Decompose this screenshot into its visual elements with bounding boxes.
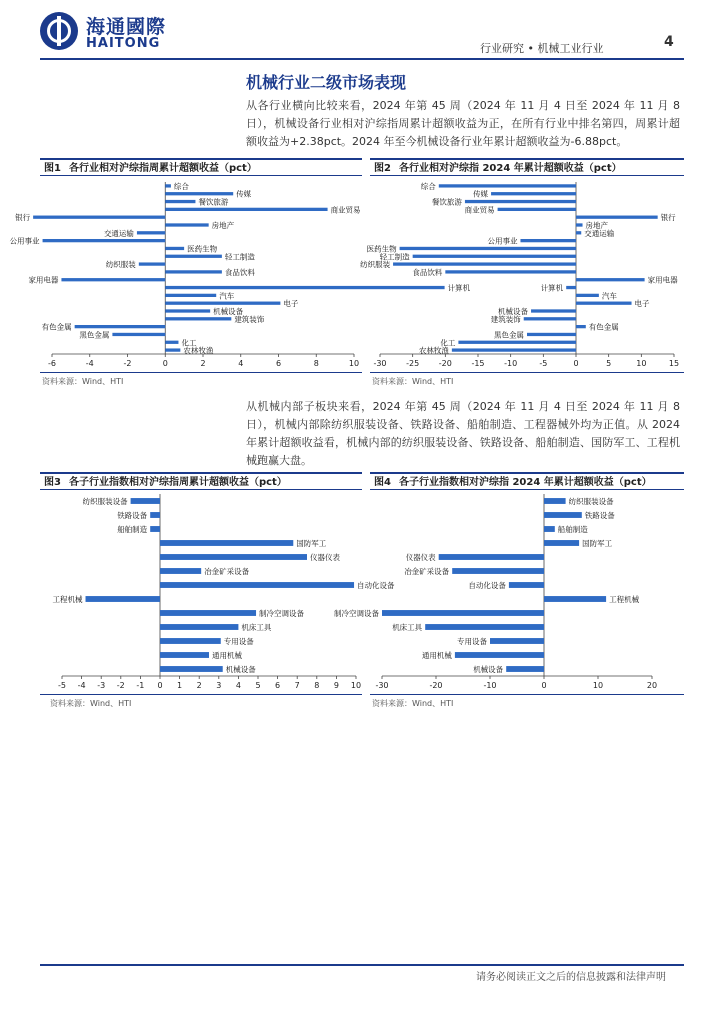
x-tick-label: -3 xyxy=(97,681,106,690)
figure-2-title: 各行业相对沪综指 2024 年累计超额收益（pct） xyxy=(398,163,622,174)
figure-1-title: 各行业相对沪综指周累计超额收益（pct） xyxy=(68,163,257,174)
bar-商业贸易 xyxy=(498,208,576,211)
category-label: 专用设备 xyxy=(457,637,487,646)
x-tick-label: 0 xyxy=(541,681,547,690)
x-tick-label: -10 xyxy=(483,681,497,690)
bar-通用机械 xyxy=(160,652,209,658)
category-label: 船舶制造 xyxy=(557,525,588,534)
x-tick-label: -10 xyxy=(504,359,518,368)
figure-3-header xyxy=(40,472,362,490)
x-tick-label: -15 xyxy=(471,359,485,368)
logo-mark-icon xyxy=(40,12,78,50)
bar-农林牧渔 xyxy=(165,348,180,351)
category-label: 工程机械 xyxy=(609,595,640,604)
category-label: 国防军工 xyxy=(296,539,327,548)
bar-纺织服装设备 xyxy=(131,498,160,504)
x-tick-label: 0 xyxy=(162,359,168,368)
bar-房地产 xyxy=(576,223,583,226)
bar-轻工制造 xyxy=(165,255,222,258)
category-label: 商业贸易 xyxy=(464,205,495,215)
figure-2-chart xyxy=(360,176,684,372)
category-label: 工程机械 xyxy=(52,595,83,604)
bar-工程机械 xyxy=(544,596,606,602)
category-label: 传媒 xyxy=(236,189,252,199)
bar-银行 xyxy=(33,216,165,219)
category-label: 机床工具 xyxy=(392,623,423,632)
x-tick-label: -5 xyxy=(58,681,66,690)
category-label: 冶金矿采设备 xyxy=(204,567,250,576)
bar-专用设备 xyxy=(160,638,221,644)
category-label: 农林牧渔 xyxy=(183,346,214,356)
category-label: 传媒 xyxy=(473,189,489,199)
logo-chinese-name: 海通國際 xyxy=(86,16,167,38)
x-tick-label: 5 xyxy=(255,681,261,690)
x-tick-label: 1 xyxy=(177,681,183,690)
category-label: 家用电器 xyxy=(647,275,678,285)
bar-黑色金属 xyxy=(112,333,165,336)
category-label: 计算机 xyxy=(447,283,471,293)
category-label: 计算机 xyxy=(540,283,564,293)
x-tick-label: 20 xyxy=(646,681,658,690)
footer-divider xyxy=(40,964,684,966)
bar-房地产 xyxy=(165,223,208,226)
bar-机械设备 xyxy=(506,666,544,672)
category-label: 医药生物 xyxy=(187,244,218,254)
bar-公用事业 xyxy=(43,239,166,242)
category-label: 交通运输 xyxy=(584,228,615,238)
bar-制冷空调设备 xyxy=(382,610,544,616)
bar-食品饮料 xyxy=(445,270,576,273)
x-tick-label: -4 xyxy=(85,359,94,368)
category-label: 纺织服装设备 xyxy=(568,497,614,506)
category-label: 通用机械 xyxy=(212,651,242,660)
x-tick-label: 0 xyxy=(157,681,163,690)
category-label: 机械设备 xyxy=(225,665,256,674)
bar-国防军工 xyxy=(160,540,293,546)
category-label: 房地产 xyxy=(211,221,235,230)
section-title: 机械行业二级市场表现 xyxy=(246,73,407,92)
category-label: 国防军工 xyxy=(582,539,613,548)
bar-冶金矿采设备 xyxy=(160,568,201,574)
bar-化工 xyxy=(165,341,178,344)
bar-有色金属 xyxy=(576,325,586,328)
bar-交通运输 xyxy=(137,231,165,234)
category-label: 交通运输 xyxy=(103,228,134,238)
figure-3-bottom-rule xyxy=(40,694,362,695)
x-tick-label: 2 xyxy=(196,681,202,690)
category-label: 仪器仪表 xyxy=(310,553,340,562)
x-tick-label: 0 xyxy=(573,359,579,368)
category-label: 制冷空调设备 xyxy=(334,609,379,618)
category-label: 综合 xyxy=(173,181,189,191)
x-tick-label: 9 xyxy=(333,681,339,690)
x-tick-label: -2 xyxy=(123,359,132,368)
paragraph-industry-comparison: 从各行业横向比较来看，2024 年第 45 周（2024 年 11 月 4 日至 2024 年 11 月 8 日），机械设备行业相对沪综指周累计超额收益为正，在所有行业中排名第四，周累计超额收益为+2.38pct。2024 年至今机械设备行业年累计超额收益为-6.88pct。 xyxy=(246,99,680,148)
category-label: 食品饮料 xyxy=(412,267,443,277)
bar-纺织服装 xyxy=(393,262,576,265)
bar-自动化设备 xyxy=(509,582,544,588)
bar-汽车 xyxy=(165,294,216,297)
bar-黑色金属 xyxy=(527,333,576,336)
category-label: 电子 xyxy=(634,299,650,309)
category-label: 电子 xyxy=(283,299,299,309)
figure-2-bottom-rule xyxy=(370,372,684,373)
figure-1-source: 资料来源：Wind、HTI xyxy=(42,377,124,386)
bar-医药生物 xyxy=(400,247,576,250)
x-tick-label: 2 xyxy=(200,359,206,368)
figure-4-title: 各子行业指数相对沪综指 2024 年累计超额收益（pct） xyxy=(398,477,652,488)
category-label: 商业贸易 xyxy=(330,205,361,215)
bar-机械设备 xyxy=(160,666,223,672)
category-label: 综合 xyxy=(420,181,436,191)
category-label: 农林牧渔 xyxy=(418,346,449,356)
category-label: 铁路设备 xyxy=(584,511,615,520)
bar-电子 xyxy=(576,302,632,305)
category-label: 自动化设备 xyxy=(468,581,506,590)
x-tick-label: -4 xyxy=(77,681,86,690)
bar-计算机 xyxy=(566,286,576,289)
category-label: 建筑装饰 xyxy=(234,314,265,324)
figure-3-source: 资料来源：Wind、HTI xyxy=(50,699,132,708)
category-label: 制冷空调设备 xyxy=(259,609,305,618)
x-tick-label: -5 xyxy=(539,359,548,368)
category-label: 船舶制造 xyxy=(117,525,148,534)
category-label: 汽车 xyxy=(219,291,235,301)
category-label: 机械设备 xyxy=(473,665,504,674)
x-tick-label: -30 xyxy=(375,681,389,690)
category-label: 铁路设备 xyxy=(117,511,148,520)
bar-电子 xyxy=(165,302,280,305)
bar-建筑装饰 xyxy=(524,317,576,320)
bar-通用机械 xyxy=(455,652,544,658)
bar-工程机械 xyxy=(86,596,160,602)
category-label: 房地产 xyxy=(585,221,609,230)
bar-仪器仪表 xyxy=(439,554,544,560)
bar-铁路设备 xyxy=(544,512,582,518)
bar-国防军工 xyxy=(544,540,579,546)
bar-综合 xyxy=(165,184,171,187)
company-logo xyxy=(40,12,200,52)
x-tick-label: -6 xyxy=(48,359,56,368)
bar-专用设备 xyxy=(490,638,544,644)
x-tick-label: -20 xyxy=(438,359,452,368)
bar-有色金属 xyxy=(75,325,166,328)
x-tick-label: -1 xyxy=(136,681,145,690)
figure-1-number: 图1 xyxy=(44,163,61,174)
x-tick-label: 8 xyxy=(314,681,320,690)
bar-家用电器 xyxy=(576,278,645,281)
bar-船舶制造 xyxy=(150,526,160,532)
figure-4-source: 资料来源：Wind、HTI xyxy=(372,699,454,708)
bar-纺织服装 xyxy=(139,262,165,265)
bar-传媒 xyxy=(165,192,233,195)
x-tick-label: 10 xyxy=(350,681,362,690)
bar-冶金矿采设备 xyxy=(452,568,544,574)
x-tick-label: 6 xyxy=(275,681,281,690)
figure-2-number: 图2 xyxy=(374,163,391,174)
x-tick-label: 15 xyxy=(668,359,680,368)
category-label: 纺织服装 xyxy=(360,260,391,270)
category-label: 仪器仪表 xyxy=(405,553,436,562)
figure-3-number: 图3 xyxy=(44,477,61,488)
bar-化工 xyxy=(458,341,576,344)
bar-综合 xyxy=(439,184,576,187)
x-tick-label: 3 xyxy=(216,681,222,690)
x-tick-label: 4 xyxy=(238,359,244,368)
category-label: 机械设备 xyxy=(498,307,529,316)
x-tick-label: 10 xyxy=(636,359,647,368)
logo-english-name: HAITONG xyxy=(86,36,161,51)
figure-4-bottom-rule xyxy=(370,694,684,695)
category-label: 化工 xyxy=(440,338,456,348)
bar-自动化设备 xyxy=(160,582,354,588)
bar-食品饮料 xyxy=(165,270,222,273)
bar-船舶制造 xyxy=(544,526,555,532)
category-label: 公用事业 xyxy=(9,236,40,246)
category-label: 餐饮旅游 xyxy=(198,197,229,207)
paragraph-sub-sector: 从机械内部子板块来看，2024 年第 45 周（2024 年 11 月 4 日至 2024 年 11 月 8 日），机械内部除纺织服装设备、铁路设备、船舶制造、工程器械外均为正值。从 2024 年累计超额收益看，机械内部的纺织服装设备、铁路设备、船舶制造、国防军工、工程机械跑赢大盘。 xyxy=(246,400,680,467)
figure-4-number: 图4 xyxy=(374,477,391,488)
bar-机械设备 xyxy=(165,309,210,312)
bar-机床工具 xyxy=(425,624,544,630)
figure-1-header xyxy=(40,158,362,176)
bar-银行 xyxy=(576,216,658,219)
bar-传媒 xyxy=(491,192,576,195)
category-label: 餐饮旅游 xyxy=(431,197,462,207)
category-label: 有色金属 xyxy=(588,322,619,332)
category-label: 家用电器 xyxy=(28,275,59,285)
bar-制冷空调设备 xyxy=(160,610,256,616)
bar-医药生物 xyxy=(165,247,184,250)
category-label: 建筑装饰 xyxy=(490,314,521,324)
bar-家用电器 xyxy=(61,278,165,281)
figure-1-bottom-rule xyxy=(40,372,362,373)
x-tick-label: -20 xyxy=(429,681,443,690)
category-label: 纺织服装 xyxy=(105,260,136,270)
figure-2-source: 资料来源：Wind、HTI xyxy=(372,377,454,386)
category-label: 轻工制造 xyxy=(379,252,410,262)
report-category: 行业研究 • 机械工业行业 xyxy=(480,42,604,55)
bar-汽车 xyxy=(576,294,599,297)
bar-机床工具 xyxy=(160,624,238,630)
x-tick-label: 6 xyxy=(275,359,282,368)
category-label: 银行 xyxy=(15,213,31,223)
category-label: 冶金矿采设备 xyxy=(404,567,450,576)
x-tick-label: 8 xyxy=(313,359,319,368)
figure-2-header xyxy=(370,158,684,176)
category-label: 医药生物 xyxy=(366,244,397,254)
category-label: 通用机械 xyxy=(421,651,452,660)
category-label: 银行 xyxy=(660,213,676,223)
bar-仪器仪表 xyxy=(160,554,307,560)
x-tick-label: 4 xyxy=(235,681,241,690)
x-tick-label: 10 xyxy=(348,359,360,368)
x-tick-label: -2 xyxy=(116,681,125,690)
header-divider xyxy=(40,58,684,60)
x-tick-label: 10 xyxy=(592,681,604,690)
bar-农林牧渔 xyxy=(452,348,576,351)
category-label: 化工 xyxy=(181,338,197,348)
bar-交通运输 xyxy=(576,231,581,234)
category-label: 轻工制造 xyxy=(224,252,255,262)
category-label: 纺织服装设备 xyxy=(82,497,128,506)
category-label: 有色金属 xyxy=(41,322,72,332)
x-tick-label: 7 xyxy=(294,681,300,690)
bar-公用事业 xyxy=(520,239,576,242)
category-label: 黑色金属 xyxy=(79,330,110,340)
category-label: 机床工具 xyxy=(241,623,272,632)
page-number: 4 xyxy=(664,34,674,50)
category-label: 机械设备 xyxy=(213,307,244,316)
bar-建筑装饰 xyxy=(165,317,231,320)
category-label: 汽车 xyxy=(601,291,617,301)
x-tick-label: 5 xyxy=(606,359,612,368)
bar-铁路设备 xyxy=(150,512,160,518)
category-label: 自动化设备 xyxy=(357,581,395,590)
figure-4-chart xyxy=(334,490,684,694)
x-tick-label: -25 xyxy=(406,359,420,368)
category-label: 食品饮料 xyxy=(224,267,255,277)
figure-4-header xyxy=(370,472,684,490)
bar-餐饮旅游 xyxy=(165,200,195,203)
bar-轻工制造 xyxy=(413,255,576,258)
x-tick-label: -30 xyxy=(373,359,387,368)
category-label: 公用事业 xyxy=(487,236,518,246)
figure-3-title: 各子行业指数相对沪综指周累计超额收益（pct） xyxy=(68,477,287,488)
category-label: 专用设备 xyxy=(223,637,254,646)
category-label: 黑色金属 xyxy=(494,330,524,340)
bar-纺织服装设备 xyxy=(544,498,566,504)
bar-餐饮旅游 xyxy=(465,200,576,203)
bar-机械设备 xyxy=(531,309,576,312)
bar-商业贸易 xyxy=(165,208,327,211)
footer-disclaimer: 请务必阅读正文之后的信息披露和法律声明 xyxy=(476,972,666,983)
